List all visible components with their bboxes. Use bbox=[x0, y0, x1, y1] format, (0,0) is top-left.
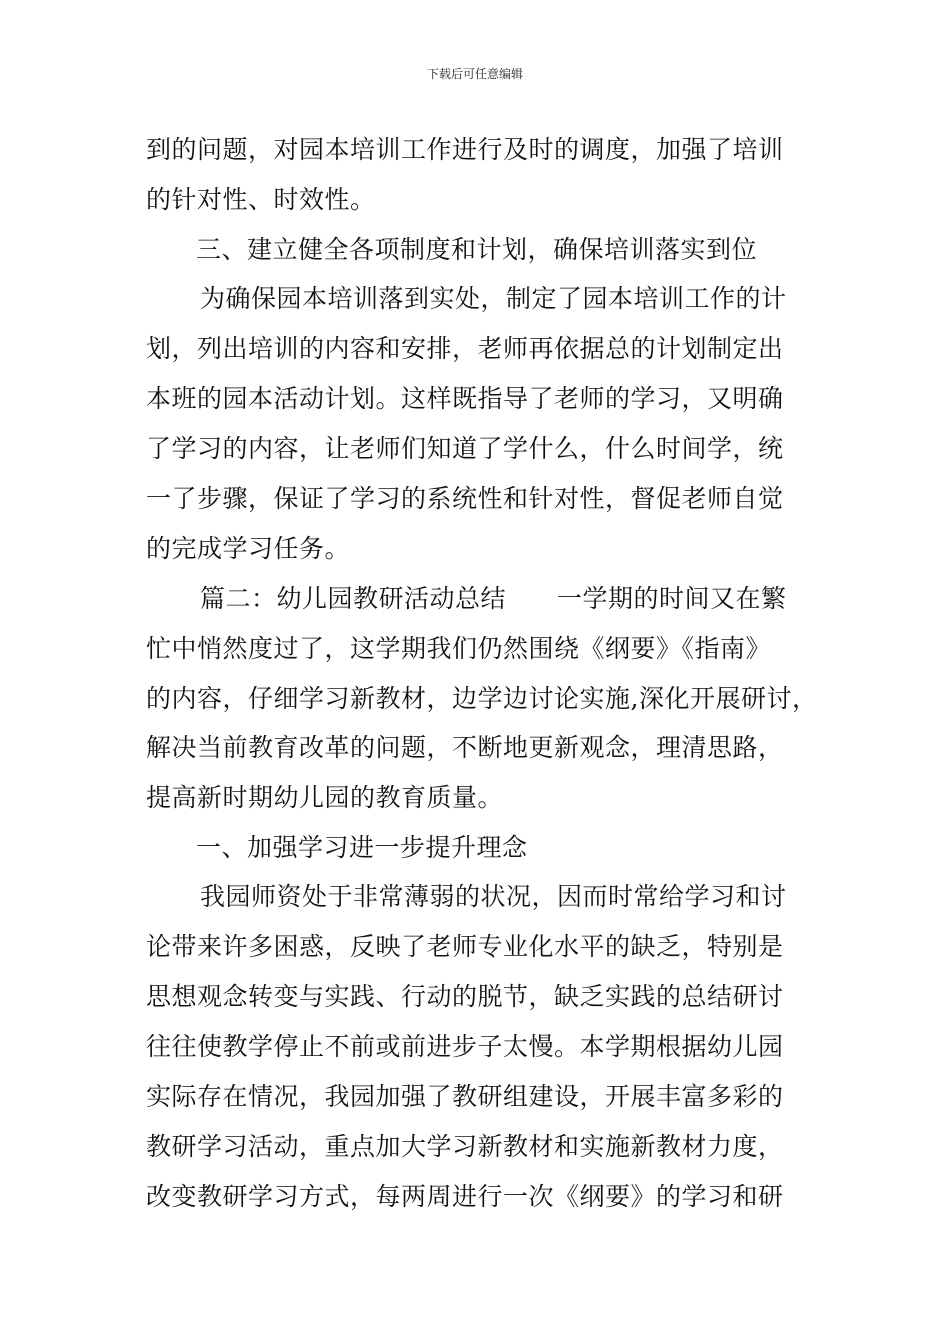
text-line: 思想观念转变与实践、行动的脱节，缺乏实践的总结研讨 bbox=[146, 982, 784, 1011]
text-line: 篇二：幼儿园教研活动总结 一学期的时间又在繁 bbox=[200, 584, 787, 613]
text-line: 一了步骤，保证了学习的系统性和针对性，督促老师自觉 bbox=[146, 484, 784, 513]
text-line: 改变教研学习方式，每两周进行一次《纲要》的学习和研 bbox=[146, 1182, 784, 1211]
text-line: 的针对性、时效性。 bbox=[146, 185, 376, 214]
text-line: 往往使教学停止不前或前进步子太慢。本学期根据幼儿园 bbox=[146, 1032, 784, 1061]
text-line: 的内容，仔细学习新教材，边学边讨论实施,深化开展研讨， bbox=[146, 684, 818, 713]
text-line: 解决当前教育改革的问题，不断地更新观念，理清思路， bbox=[146, 733, 784, 762]
text-line: 教研学习活动，重点加大学习新教材和实施新教材力度， bbox=[146, 1132, 784, 1161]
text-line: 提高新时期幼儿园的教育质量。 bbox=[146, 783, 504, 812]
text-line: 实际存在情况，我园加强了教研组建设，开展丰富多彩的 bbox=[146, 1082, 784, 1111]
text-line: 的完成学习任务。 bbox=[146, 534, 351, 563]
page-header: 下载后可任意编辑 bbox=[426, 67, 523, 81]
section-heading: 一、加强学习进一步提升理念 bbox=[196, 833, 528, 862]
section-heading: 三、建立健全各项制度和计划，确保培训落实到位 bbox=[196, 235, 758, 264]
text-line: 本班的园本活动计划。这样既指导了老师的学习，又明确 bbox=[146, 384, 784, 413]
text-line: 了学习的内容，让老师们知道了学什么，什么时间学，统 bbox=[146, 434, 784, 463]
text-line: 忙中悄然度过了，这学期我们仍然围绕《纲要》《指南》 bbox=[146, 634, 772, 663]
text-line: 我园师资处于非常薄弱的状况，因而时常给学习和讨 bbox=[200, 882, 787, 911]
text-line: 划，列出培训的内容和安排，老师再依据总的计划制定出 bbox=[146, 334, 784, 363]
text-line: 为确保园本培训落到实处，制定了园本培训工作的计 bbox=[200, 284, 787, 313]
text-line: 论带来许多困惑，反映了老师专业化水平的缺乏，特别是 bbox=[146, 932, 784, 961]
text-line: 到的问题，对园本培训工作进行及时的调度，加强了培训 bbox=[146, 135, 784, 164]
